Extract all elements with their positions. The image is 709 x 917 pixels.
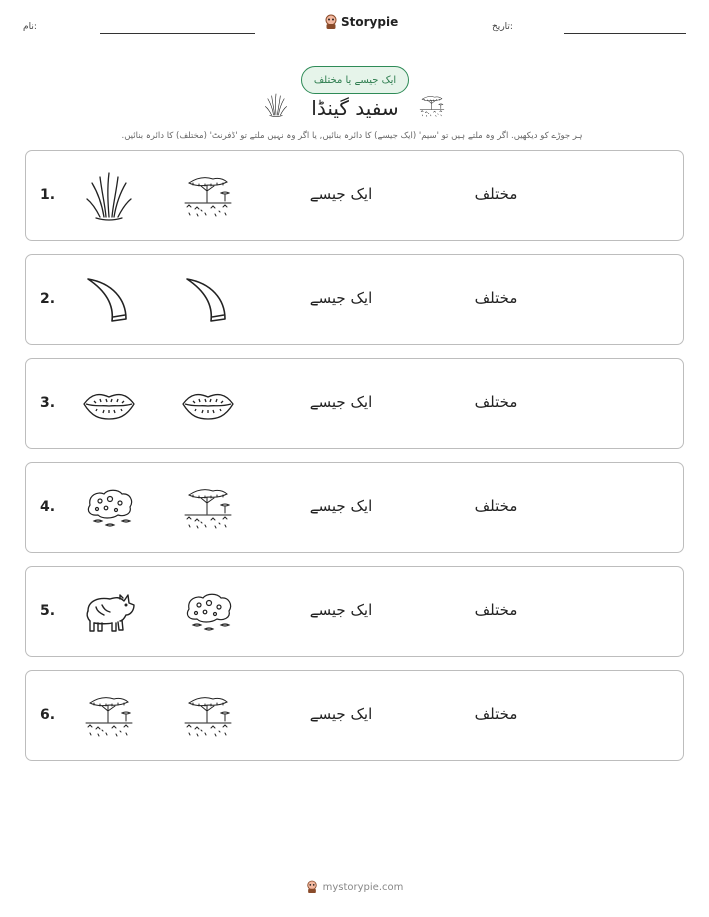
different-option[interactable]: مختلف	[474, 497, 518, 515]
row-number: 5.	[40, 603, 56, 619]
same-option[interactable]: ایک جیسے	[309, 185, 373, 203]
question-row-4	[25, 462, 684, 553]
row-number: 3.	[40, 395, 56, 411]
name-line[interactable]	[100, 33, 255, 34]
same-option[interactable]: ایک جیسے	[309, 497, 373, 515]
same-option[interactable]: ایک جیسے	[309, 601, 373, 619]
question-row-5	[25, 566, 684, 657]
question-row-3	[25, 358, 684, 449]
horn-icon	[181, 273, 235, 327]
same-option[interactable]: ایک جیسے	[309, 393, 373, 411]
page-title: سفید گینڈا	[311, 96, 399, 120]
storypie-mascot-icon	[324, 14, 338, 30]
savanna-icon	[181, 689, 235, 743]
footer-site[interactable]: mystorypie.com	[322, 881, 404, 893]
row-number: 2.	[40, 291, 56, 307]
worksheet-type-badge: ایک جیسے یا مختلف	[301, 66, 409, 94]
different-option[interactable]: مختلف	[474, 705, 518, 723]
savanna-icon	[418, 92, 446, 120]
different-option[interactable]: مختلف	[474, 185, 518, 203]
grass-icon	[82, 169, 136, 223]
row-number: 4.	[40, 499, 56, 515]
row-number: 1.	[40, 187, 56, 203]
horn-icon	[82, 273, 136, 327]
name-label: نام:	[23, 22, 37, 32]
different-option[interactable]: مختلف	[474, 289, 518, 307]
savanna-icon	[82, 689, 136, 743]
same-option[interactable]: ایک جیسے	[309, 289, 373, 307]
question-row-6	[25, 670, 684, 761]
question-row-1	[25, 150, 684, 241]
lips-icon	[82, 377, 136, 431]
date-line[interactable]	[564, 33, 686, 34]
footer	[0, 880, 709, 894]
date-label: تاریخ:	[492, 22, 513, 32]
lips-icon	[181, 377, 235, 431]
same-option[interactable]: ایک جیسے	[309, 705, 373, 723]
storypie-mascot-icon	[306, 880, 318, 894]
instructions: ہر جوڑے کو دیکھیں. اگر وہ ملتے ہیں تو 'سیم' (ایک جیسے) کا دائرہ بنائیں, یا اگر وہ نہیں ملتے تو 'ڈفرنٹ' (مختلف) کا دائرہ بنائیں.	[121, 131, 583, 141]
savanna-icon	[181, 169, 235, 223]
question-row-2	[25, 254, 684, 345]
brand-name: Storypie	[341, 15, 399, 29]
different-option[interactable]: مختلف	[474, 601, 518, 619]
rhino-icon	[82, 585, 136, 639]
mud-puddle-icon	[181, 585, 235, 639]
savanna-icon	[181, 481, 235, 535]
mud-puddle-icon	[82, 481, 136, 535]
row-number: 6.	[40, 707, 56, 723]
different-option[interactable]: مختلف	[474, 393, 518, 411]
grass-icon	[263, 92, 289, 118]
brand-logo	[324, 14, 398, 30]
